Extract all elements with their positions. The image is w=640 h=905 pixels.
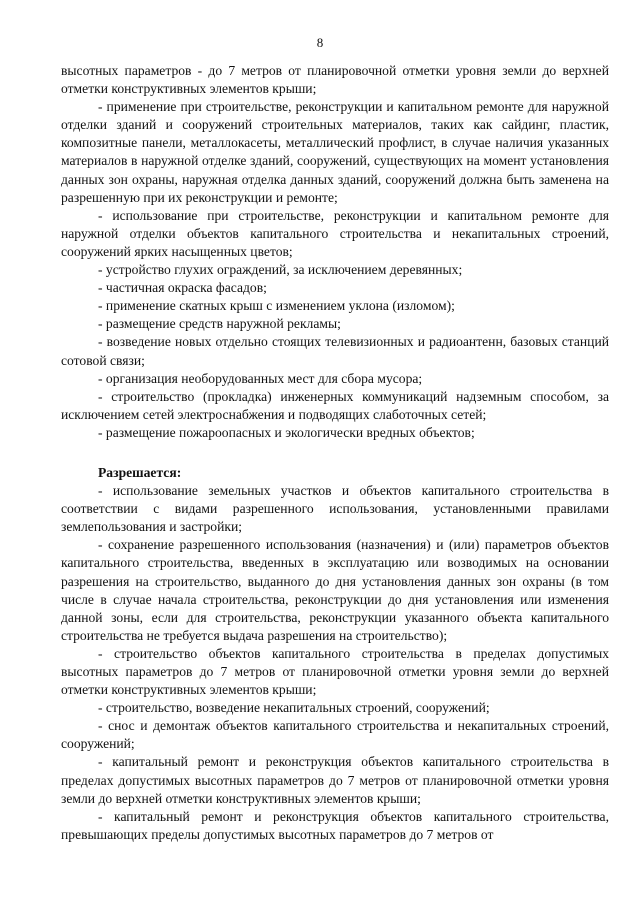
list-item: - устройство глухих ограждений, за исключением деревянных;	[98, 262, 463, 278]
list-item: - использование земельных участков и объектов капитального строительства в соответствии с видами разрешенного использования, установленными правилами землепользования и застройки;	[61, 483, 609, 535]
list-item: - применение при строительстве, реконструкции и капитальном ремонте для наружной отделки зданий и сооружений строительных материалов, таких как сайдинг, пластик, композитные панели, металлокасеты, металлический профлист, в случае наличия указанных материалов в наружной отделке зданий, сооружений, существующих на момент установления данных зон охраны, наружная отделка данных зданий, сооружений должна быть заменена на разрешенную при их реконструкции и ремонте;	[61, 99, 609, 205]
section-heading-allowed: Разрешается:	[98, 464, 182, 480]
list-item: - размещение пожароопасных и экологически вредных объектов;	[98, 424, 475, 440]
allowed-list	[61, 482, 609, 844]
document-body	[61, 62, 609, 844]
list-item: - капитальный ремонт и реконструкция объектов капитального строительства, превышающих пределы допустимых высотных параметров до 7 метров от	[61, 808, 609, 842]
list-item: - капитальный ремонт и реконструкция объектов капитального строительства в пределах допустимых высотных параметров до 7 метров от планировочной отметки уровня земли до верхней отметки конструктивных элементов крыши;	[61, 754, 609, 806]
list-item: - применение скатных крыш с изменением уклона (изломом);	[98, 298, 455, 314]
list-item: - строительство (прокладка) инженерных коммуникаций надземным способом, за исключением сетей электроснабжения и подводящих слаботочных сетей;	[61, 388, 609, 422]
page-number: 8	[316, 35, 324, 50]
list-item: - организация необорудованных мест для сбора мусора;	[98, 370, 423, 386]
list-item: - размещение средств наружной рекламы;	[98, 316, 341, 332]
continuation-paragraph: высотных параметров - до 7 метров от планировочной отметки уровня земли до верхней отметки конструктивных элементов крыши;	[61, 63, 609, 97]
prohibited-list	[61, 98, 609, 442]
list-item: - использование при строительстве, реконструкции и капитальном ремонте для наружной отделки объектов капитального строительства и некапитальных строений, сооружений ярких насыщенных цветов;	[61, 207, 609, 259]
list-item: - возведение новых отдельно стоящих телевизионных и радиоантенн, базовых станций сотовой связи;	[61, 334, 609, 368]
list-item: - снос и демонтаж объектов капитального строительства и некапитальных строений, сооружений;	[61, 718, 609, 752]
list-item: - строительство объектов капитального строительства в пределах допустимых высотных параметров до 7 метров от планировочной отметки уровня земли до верхней отметки конструктивных элементов крыши;	[61, 645, 609, 698]
section-spacer	[61, 442, 609, 464]
list-item: - частичная окраска фасадов;	[98, 280, 267, 296]
list-item: - сохранение разрешенного использования (назначения) и (или) параметров объектов капитального строительства, введенных в эксплуатацию или возводимых на основании разрешения на строительство, выданного до дня установления данных зон охраны (в том числе в случае начала строительства, реконструкции до дня установления или изменения данной зоны, если для строительства, реконструкции указанного объекта капитального строительства не требуется выдача разрешения на строительство);	[61, 537, 609, 643]
list-item: - строительство, возведение некапитальных строений, сооружений;	[98, 700, 490, 716]
